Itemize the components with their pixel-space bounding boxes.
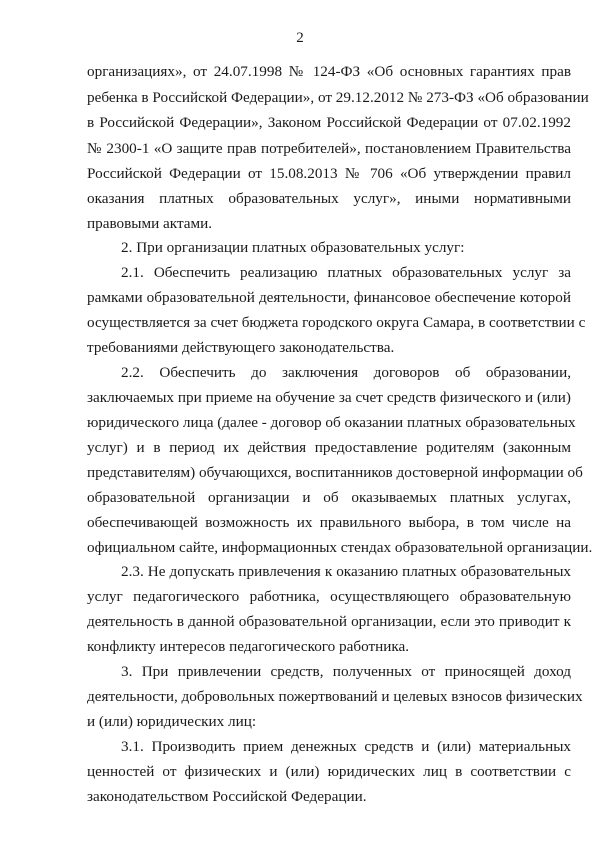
text-line: правовыми актами.: [87, 215, 213, 232]
page-number: 2: [296, 30, 304, 46]
text-line: ценностей от физических и (или) юридических лиц в соответствии с: [87, 763, 571, 780]
text-line: 2.3. Не допускать привлечения к оказанию платных образовательных: [121, 563, 571, 580]
text-line: представителям) обучающихся, воспитанников достоверной информации об: [87, 464, 583, 481]
text-line: образовательной организации и об оказываемых платных услугах,: [87, 489, 571, 506]
text-line: требованиями действующего законодательства.: [87, 339, 395, 356]
text-line: осуществляется за счет бюджета городского округа Самара, в соответствии с: [87, 314, 586, 331]
text-line: деятельности, добровольных пожертвований и целевых взносов физических: [87, 688, 583, 705]
text-line: заключаемых при приеме на обучение за счет средств физического и (или): [87, 389, 571, 406]
text-line: организациях», от 24.07.1998 № 124-ФЗ «Об основных гарантиях прав: [87, 63, 571, 80]
text-line: обеспечивающей возможность их правильного выбора, в том числе на: [87, 514, 571, 531]
text-line: в Российской Федерации», Законом Российской Федерации от 07.02.1992: [87, 114, 571, 131]
text-line: юридического лица (далее - договор об оказании платных образовательных: [87, 414, 576, 431]
text-line: 2.2. Обеспечить до заключения договоров об образовании,: [121, 364, 571, 381]
text-line: 3. При привлечении средств, полученных от приносящей доход: [121, 663, 571, 680]
text-line: Российской Федерации от 15.08.2013 № 706 «Об утверждении правил: [87, 165, 571, 182]
text-line: рамками образовательной деятельности, финансовое обеспечение которой: [87, 289, 571, 306]
text-line: 2.1. Обеспечить реализацию платных образовательных услуг за: [121, 264, 571, 281]
text-line: услуг) и в период их действия предоставление родителям (законным: [87, 439, 571, 456]
text-line: 2. При организации платных образовательных услуг:: [121, 239, 465, 256]
text-line: официальном сайте, информационных стендах образовательной организации.: [87, 539, 593, 556]
text-line: № 2300-1 «О защите прав потребителей», постановлением Правительства: [87, 140, 571, 157]
text-line: 3.1. Производить прием денежных средств и (или) материальных: [121, 738, 571, 755]
text-line: ребенка в Российской Федерации», от 29.12.2012 № 273-ФЗ «Об образовании: [87, 89, 589, 106]
text-line: услуг педагогического работника, осуществляющего образовательную: [87, 588, 571, 605]
text-line: конфликту интересов педагогического работника.: [87, 638, 410, 655]
text-line: деятельность в данной образовательной организации, если это приводит к: [87, 613, 571, 630]
text-line: и (или) юридических лиц:: [87, 713, 257, 730]
text-line: законодательством Российской Федерации.: [87, 788, 367, 805]
text-line: оказания платных образовательных услуг», иными нормативными: [87, 190, 571, 207]
